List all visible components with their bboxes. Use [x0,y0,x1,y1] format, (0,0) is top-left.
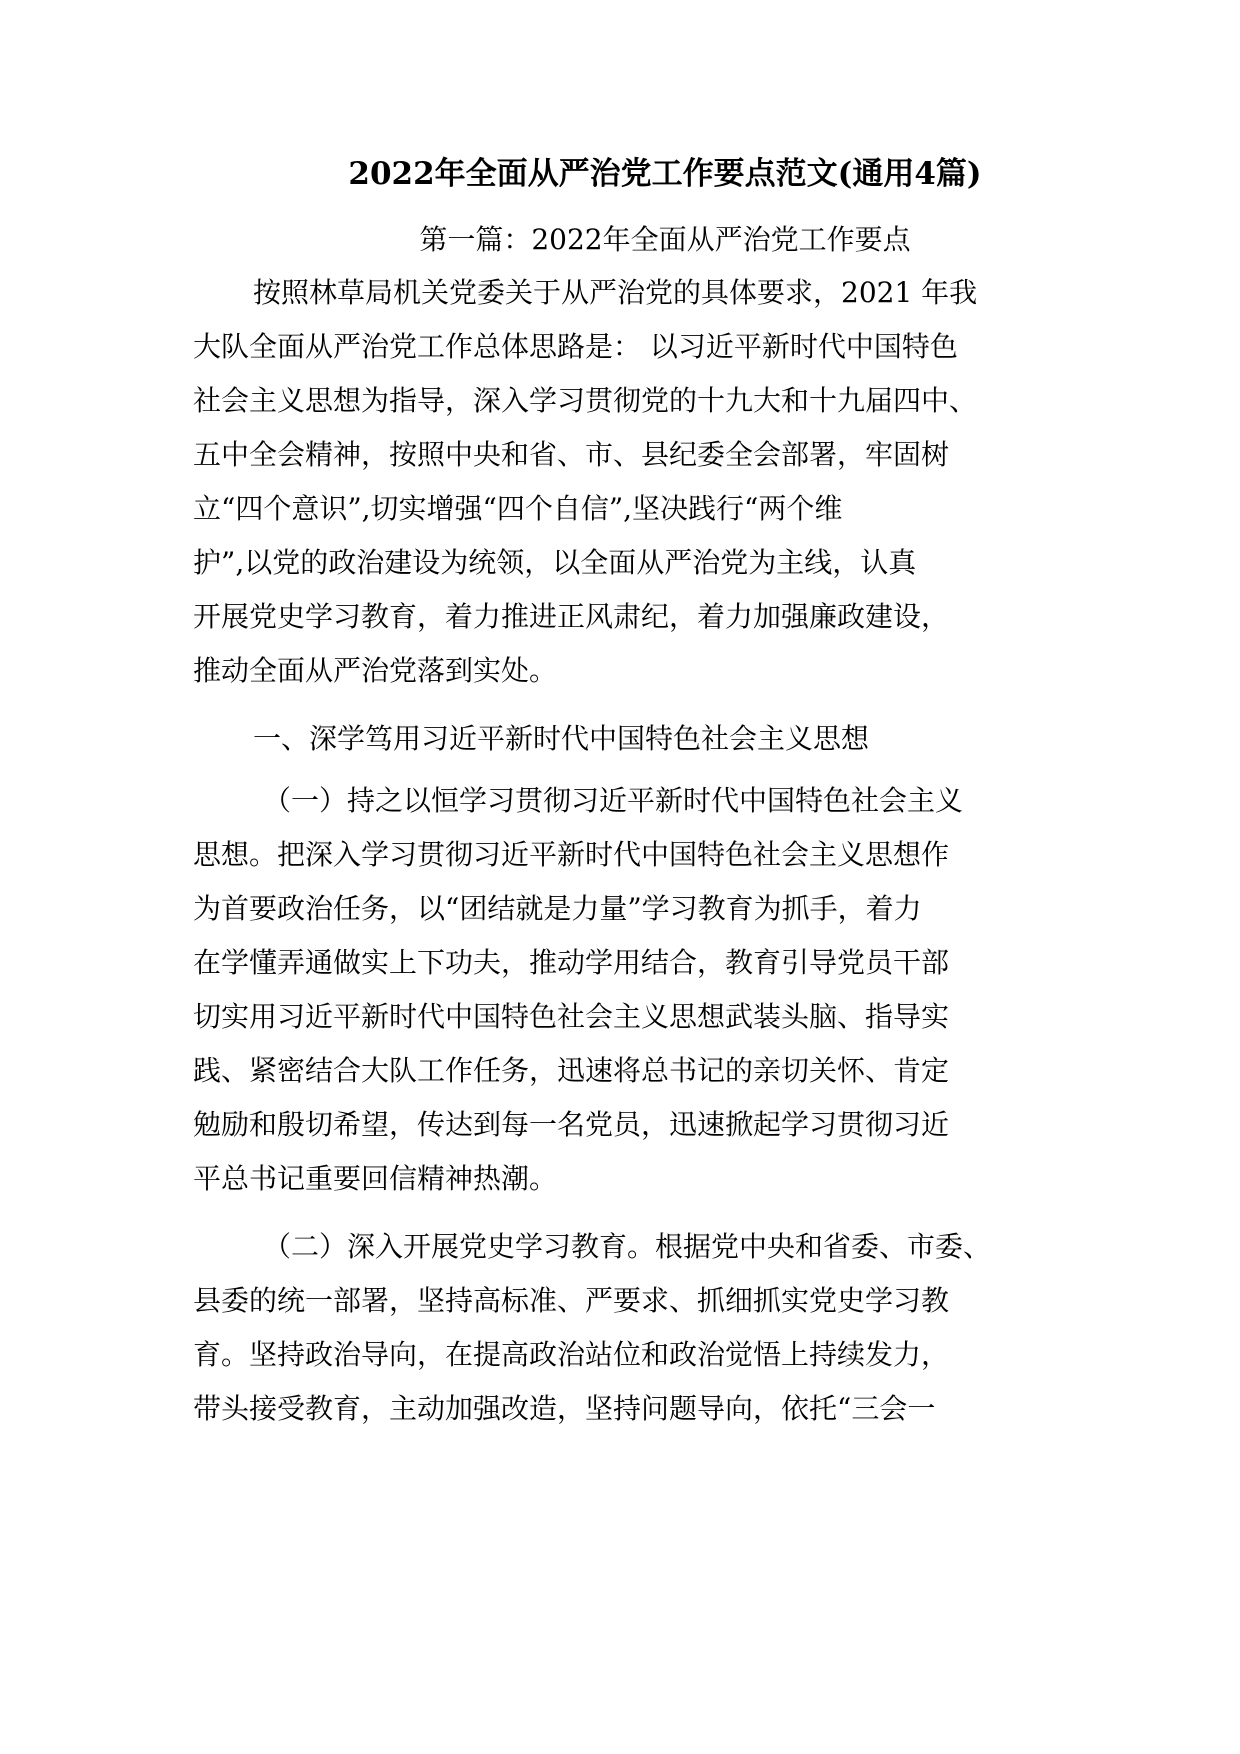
paragraph-line: 平总书记重要回信精神热潮。 [193,1162,558,1195]
paragraph-line: 五中全会精神，按照中央和省、市、县纪委全会部署，牢固树 [193,438,950,471]
paragraph-line: 带头接受教育，主动加强改造，坚持问题导向，依托“三会一 [193,1392,936,1425]
paragraph-1 [193,266,1053,698]
paragraph-line: 推动全面从严治党落到实处。 [193,654,558,687]
document-title: 2022年全面从严治党工作要点范文(通用4篇) [348,156,982,192]
paragraph-line: 社会主义思想为指导，深入学习贯彻党的十九大和十九届四中、 [193,384,978,417]
paragraph-line: （一）持之以恒学习贯彻习近平新时代中国特色社会主义 [263,784,964,817]
paragraph-line: 开展党史学习教育，着力推进正风肃纪，着力加强廉政建设， [193,600,950,633]
paragraph-line: 县委的统一部署，坚持高标准、严要求、抓细抓实党史学习教 [193,1284,950,1317]
paragraph-line: 护”,以党的政治建设为统领，以全面从严治党为主线，认真 [193,546,917,579]
section-heading [193,712,1053,766]
paragraph-line: 育。坚持政治导向，在提高政治站位和政治觉悟上持续发力， [193,1338,950,1371]
document-subtitle: 第一篇：2022年全面从严治党工作要点 [419,223,911,256]
paragraph-line: 勉励和殷切希望，传达到每一名党员，迅速掀起学习贯彻习近 [193,1108,950,1141]
paragraph-line: 大队全面从严治党工作总体思路是： 以习近平新时代中国特色 [193,330,958,363]
paragraph-2 [193,774,1053,1206]
paragraph-line: 在学懂弄通做实上下功夫，推动学用结合，教育引导党员干部 [193,946,950,979]
paragraph-line: 为首要政治任务，以“团结就是力量”学习教育为抓手，着力 [193,892,922,925]
paragraph-line: 思想。把深入学习贯彻习近平新时代中国特色社会主义思想作 [193,838,950,871]
paragraph-3 [193,1220,1053,1436]
paragraph-line: 践、紧密结合大队工作任务，迅速将总书记的亲切关怀、肯定 [193,1054,950,1087]
paragraph-line: 立“四个意识”,切实增强“四个自信”,坚决践行“两个维 [193,492,843,525]
section-heading-text: 一、深学笃用习近平新时代中国特色社会主义思想 [253,722,870,755]
paragraph-line: 切实用习近平新时代中国特色社会主义思想武装头脑、指导实 [193,1000,950,1033]
paragraph-line: （二）深入开展党史学习教育。根据党中央和省委、市委、 [263,1230,992,1263]
paragraph-line: 按照林草局机关党委关于从严治党的具体要求，2021 年我 [253,276,978,309]
